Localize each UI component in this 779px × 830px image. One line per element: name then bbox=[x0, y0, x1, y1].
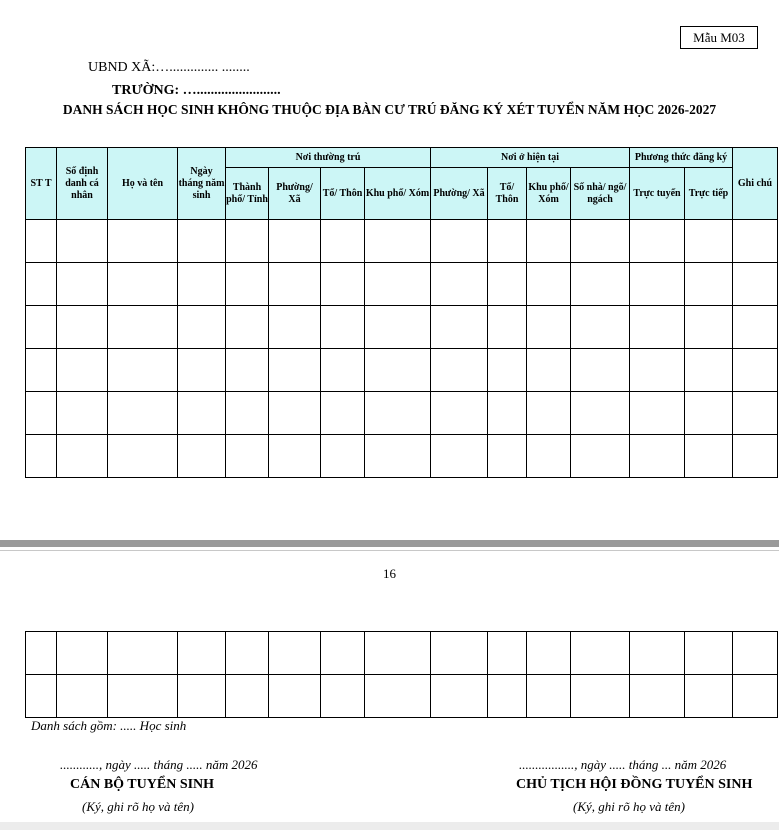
table-cell[interactable] bbox=[365, 220, 431, 263]
table-cell[interactable] bbox=[365, 632, 431, 675]
table-cell[interactable] bbox=[431, 220, 488, 263]
table-cell[interactable] bbox=[57, 263, 108, 306]
table-cell[interactable] bbox=[321, 306, 365, 349]
table-cell[interactable] bbox=[178, 435, 226, 478]
table-cell[interactable] bbox=[685, 392, 733, 435]
table-cell[interactable] bbox=[108, 632, 178, 675]
table-cell[interactable] bbox=[571, 435, 630, 478]
table-cell[interactable] bbox=[571, 632, 630, 675]
table-cell[interactable] bbox=[365, 435, 431, 478]
table-cell[interactable] bbox=[527, 263, 571, 306]
table-row bbox=[26, 435, 778, 478]
table-cell[interactable] bbox=[488, 632, 527, 675]
table-cell[interactable] bbox=[488, 306, 527, 349]
page-break-bar bbox=[0, 540, 779, 547]
table-cell[interactable] bbox=[57, 392, 108, 435]
table-cell[interactable] bbox=[269, 306, 321, 349]
table-cell[interactable] bbox=[365, 392, 431, 435]
header-perm-hamlet: Tổ/ Thôn bbox=[321, 168, 365, 220]
table-cell[interactable] bbox=[269, 632, 321, 675]
table-cell[interactable] bbox=[108, 349, 178, 392]
header-perm-ward: Phường/ Xã bbox=[269, 168, 321, 220]
table-cell[interactable] bbox=[178, 349, 226, 392]
table-cell[interactable] bbox=[226, 306, 269, 349]
table-cell[interactable] bbox=[26, 392, 57, 435]
table-cell[interactable] bbox=[733, 349, 778, 392]
header-perm-quarter: Khu phố/ Xóm bbox=[365, 168, 431, 220]
table-cell[interactable] bbox=[108, 220, 178, 263]
table-cell[interactable] bbox=[178, 220, 226, 263]
table-cell[interactable] bbox=[571, 349, 630, 392]
table-cell[interactable] bbox=[733, 392, 778, 435]
table-cell[interactable] bbox=[178, 263, 226, 306]
table-cell[interactable] bbox=[226, 632, 269, 675]
table-cell[interactable] bbox=[57, 435, 108, 478]
table-cell[interactable] bbox=[26, 306, 57, 349]
table-cell[interactable] bbox=[57, 306, 108, 349]
table-cell[interactable] bbox=[321, 435, 365, 478]
header-cur-hamlet: Tổ/ Thôn bbox=[488, 168, 527, 220]
table-row bbox=[26, 632, 778, 675]
authority-line: UBND XÃ:….............. ........ bbox=[88, 60, 250, 75]
header-method-direct: Trực tiếp bbox=[685, 168, 733, 220]
table-cell[interactable] bbox=[431, 675, 488, 718]
table-cell[interactable] bbox=[108, 392, 178, 435]
header-registration-method: Phương thức đăng ký bbox=[630, 148, 733, 168]
table-cell[interactable] bbox=[431, 632, 488, 675]
table-cell[interactable] bbox=[630, 632, 685, 675]
table-cell[interactable] bbox=[321, 349, 365, 392]
table-row bbox=[26, 306, 778, 349]
date-line-left: ............, ngày ..... tháng ..... năm 2026 bbox=[60, 757, 258, 772]
table-cell[interactable] bbox=[57, 220, 108, 263]
header-cur-house: Số nhà/ ngõ/ ngách bbox=[571, 168, 630, 220]
table-cell[interactable] bbox=[630, 306, 685, 349]
table-cell[interactable] bbox=[269, 349, 321, 392]
table-cell[interactable] bbox=[488, 349, 527, 392]
table-cell[interactable] bbox=[108, 675, 178, 718]
page-bottom-band bbox=[0, 822, 779, 830]
table-cell[interactable] bbox=[226, 263, 269, 306]
table-cell[interactable] bbox=[178, 392, 226, 435]
signer-left-note: (Ký, ghi rõ họ và tên) bbox=[82, 799, 194, 814]
table-cell[interactable] bbox=[488, 392, 527, 435]
registration-table bbox=[25, 147, 778, 478]
form-code-box: Mẫu M03 bbox=[680, 26, 758, 49]
header-personal-id: Số định danh cá nhân bbox=[57, 148, 108, 220]
registration-table-continued bbox=[25, 631, 778, 718]
table-cell[interactable] bbox=[365, 263, 431, 306]
header-note: Ghi chú bbox=[733, 148, 778, 220]
table-cell[interactable] bbox=[527, 632, 571, 675]
table-cell[interactable] bbox=[733, 263, 778, 306]
table-cell[interactable] bbox=[571, 306, 630, 349]
table-cell[interactable] bbox=[226, 349, 269, 392]
header-date-of-birth: Ngày tháng năm sinh bbox=[178, 148, 226, 220]
table-cell[interactable] bbox=[685, 675, 733, 718]
table-cell[interactable] bbox=[57, 632, 108, 675]
table-cell[interactable] bbox=[630, 263, 685, 306]
header-cur-quarter: Khu phố/ Xóm bbox=[527, 168, 571, 220]
table-cell[interactable] bbox=[733, 435, 778, 478]
table-cell[interactable] bbox=[321, 220, 365, 263]
table-cell[interactable] bbox=[26, 632, 57, 675]
table-cell[interactable] bbox=[431, 435, 488, 478]
signer-right-note: (Ký, ghi rõ họ và tên) bbox=[573, 799, 685, 814]
table-cell[interactable] bbox=[57, 349, 108, 392]
school-line: TRƯỜNG: …........................ bbox=[112, 83, 281, 98]
table-cell[interactable] bbox=[733, 220, 778, 263]
table-cell[interactable] bbox=[630, 392, 685, 435]
table-cell[interactable] bbox=[685, 435, 733, 478]
header-cur-ward: Phường/ Xã bbox=[431, 168, 488, 220]
table-cell[interactable] bbox=[226, 435, 269, 478]
table-cell[interactable] bbox=[630, 435, 685, 478]
table-cell[interactable] bbox=[571, 392, 630, 435]
table-cell[interactable] bbox=[527, 306, 571, 349]
header-perm-city: Thành phố/ Tỉnh bbox=[226, 168, 269, 220]
table-cell[interactable] bbox=[488, 435, 527, 478]
table-cell[interactable] bbox=[269, 675, 321, 718]
table-cell[interactable] bbox=[571, 263, 630, 306]
table-cell[interactable] bbox=[108, 306, 178, 349]
table-cell[interactable] bbox=[26, 349, 57, 392]
table-cell[interactable] bbox=[178, 675, 226, 718]
table-row bbox=[26, 675, 778, 718]
table-cell[interactable] bbox=[630, 349, 685, 392]
table-cell[interactable] bbox=[733, 306, 778, 349]
table-cell[interactable] bbox=[321, 675, 365, 718]
table-cell[interactable] bbox=[571, 220, 630, 263]
header-permanent-residence: Nơi thường trú bbox=[226, 148, 431, 168]
table-cell[interactable] bbox=[527, 349, 571, 392]
table-cell[interactable] bbox=[527, 435, 571, 478]
table-row bbox=[26, 263, 778, 306]
table-cell[interactable] bbox=[685, 220, 733, 263]
document-title: DANH SÁCH HỌC SINH KHÔNG THUỘC ĐỊA BÀN CƯ TRÚ ĐĂNG KÝ XÉT TUYỂN NĂM HỌC 2026-2027 bbox=[62, 102, 717, 117]
table-cell[interactable] bbox=[488, 675, 527, 718]
header-full-name: Họ và tên bbox=[108, 148, 178, 220]
header-stt: ST T bbox=[26, 148, 57, 220]
table-cell[interactable] bbox=[488, 220, 527, 263]
page-number: 16 bbox=[383, 566, 396, 581]
table-cell[interactable] bbox=[431, 392, 488, 435]
table-cell[interactable] bbox=[527, 220, 571, 263]
table-cell[interactable] bbox=[733, 632, 778, 675]
table-cell[interactable] bbox=[226, 392, 269, 435]
table-cell[interactable] bbox=[321, 392, 365, 435]
table-cell[interactable] bbox=[630, 675, 685, 718]
table-cell[interactable] bbox=[321, 263, 365, 306]
table-cell[interactable] bbox=[365, 675, 431, 718]
table-cell[interactable] bbox=[226, 220, 269, 263]
table-cell[interactable] bbox=[269, 435, 321, 478]
table-cell[interactable] bbox=[321, 632, 365, 675]
table-cell[interactable] bbox=[26, 435, 57, 478]
table-cell[interactable] bbox=[571, 675, 630, 718]
table-cell[interactable] bbox=[685, 349, 733, 392]
signer-left-title: CÁN BỘ TUYỂN SINH bbox=[70, 777, 215, 792]
table-cell[interactable] bbox=[630, 220, 685, 263]
table-cell[interactable] bbox=[226, 675, 269, 718]
table-cell[interactable] bbox=[431, 263, 488, 306]
table-cell[interactable] bbox=[108, 435, 178, 478]
table-row bbox=[26, 392, 778, 435]
table-cell[interactable] bbox=[488, 263, 527, 306]
header-method-online: Trực tuyến bbox=[630, 168, 685, 220]
page-break-line bbox=[0, 550, 779, 551]
table-row bbox=[26, 349, 778, 392]
table-row bbox=[26, 220, 778, 263]
table-cell[interactable] bbox=[26, 675, 57, 718]
table-cell[interactable] bbox=[269, 392, 321, 435]
table-cell[interactable] bbox=[527, 392, 571, 435]
table-cell[interactable] bbox=[527, 675, 571, 718]
date-line-right: ................., ngày ..... tháng ... năm 2026 bbox=[519, 757, 727, 772]
table-cell[interactable] bbox=[269, 263, 321, 306]
summary-line: Danh sách gồm: ..... Học sinh bbox=[31, 718, 187, 733]
table-cell[interactable] bbox=[269, 220, 321, 263]
table-cell[interactable] bbox=[178, 632, 226, 675]
table-cell[interactable] bbox=[685, 263, 733, 306]
table-cell[interactable] bbox=[26, 263, 57, 306]
table-cell[interactable] bbox=[108, 263, 178, 306]
table-cell[interactable] bbox=[178, 306, 226, 349]
signer-right-title: CHỦ TỊCH HỘI ĐỒNG TUYỂN SINH bbox=[516, 777, 753, 792]
table-cell[interactable] bbox=[57, 675, 108, 718]
table-cell[interactable] bbox=[733, 675, 778, 718]
table-cell[interactable] bbox=[685, 632, 733, 675]
table-cell[interactable] bbox=[431, 349, 488, 392]
table-cell[interactable] bbox=[365, 349, 431, 392]
table-cell[interactable] bbox=[365, 306, 431, 349]
table-cell[interactable] bbox=[26, 220, 57, 263]
header-current-residence: Nơi ở hiện tại bbox=[431, 148, 630, 168]
table-cell[interactable] bbox=[685, 306, 733, 349]
table-cell[interactable] bbox=[431, 306, 488, 349]
